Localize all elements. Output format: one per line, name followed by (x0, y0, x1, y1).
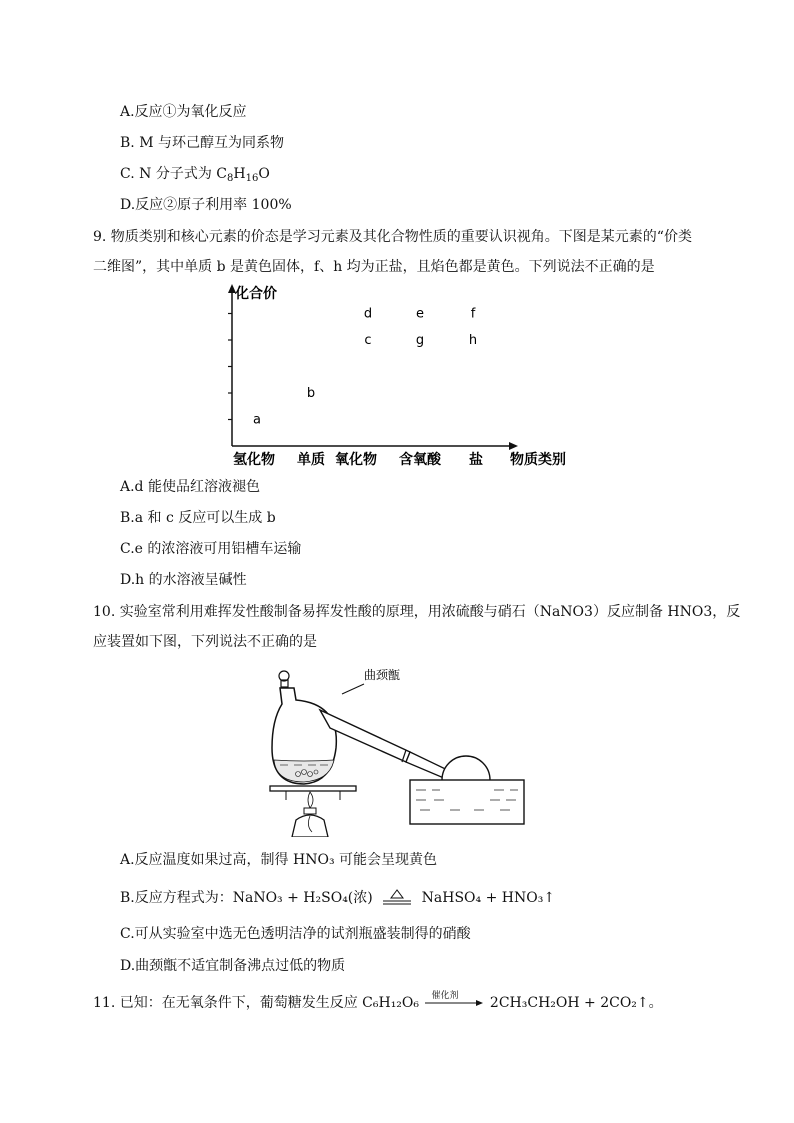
arrow-icon (423, 991, 485, 1009)
q9-option-d: D.h 的水溶液呈碱性 (120, 572, 247, 588)
point-e: e (416, 306, 424, 322)
heat-condition (377, 888, 417, 907)
category-label: 氧化物 (335, 452, 377, 468)
q9-stem-line1: 9. 物质类别和核心元素的价态是学习元素及其化合物性质的重要认识视角。下图是某元素的“价类 (93, 229, 692, 245)
q9-option-a: A.d 能使品红溶液褪色 (120, 479, 260, 495)
q8-option-c: C. N 分子式为 $C_8H_{16}O$ (120, 166, 270, 184)
category-label: 盐 (469, 452, 483, 468)
q9-option-c: C.e 的浓溶液可用铝槽车运输 (120, 541, 302, 557)
point-d: d (363, 306, 373, 322)
retort-label: 曲颈甑 (364, 668, 401, 682)
q9-stem-line2: 二维图”，其中单质 b 是黄色固体，f、h 均为正盐，且焰色都是黄色。下列说法不正确的是 (93, 259, 655, 275)
category-label: 单质 (297, 452, 325, 468)
q10-option-c: C.可从实验室中选无色透明洁净的试剂瓶盛装制得的硝酸 (120, 926, 471, 942)
x-axis-arrow (509, 442, 518, 450)
q10-option-b: B.反应方程式为：NaNO₃ + H₂SO₄(浓) NaHSO₄ + HNO₃↑ (120, 890, 556, 906)
q11-stem: 11. 已知：在无氧条件下，葡萄糖发生反应 C₆H₁₂O₆ 催化剂 2CH₃CH₂OH + 2CO₂↑。 (93, 991, 663, 1011)
y-axis-label: 化合价 (235, 286, 277, 302)
water-trough (410, 780, 524, 824)
point-g: g (415, 333, 425, 348)
heat-triangle-icon (377, 888, 417, 906)
category-label: 氢化物 (233, 452, 275, 468)
retort-apparatus-figure (260, 662, 530, 837)
lamp-cap (304, 808, 316, 814)
point-b: b (306, 386, 316, 401)
q8-option-b: B. M 与环己醇互为同系物 (120, 135, 284, 151)
q8-option-d: D.反应②原子利用率 100% (120, 197, 292, 213)
q10-option-a: A.反应温度如果过高，制得 HNO₃ 可能会呈现黄色 (120, 852, 438, 868)
wire-gauze (270, 786, 356, 791)
category-labels (233, 451, 483, 468)
q10-stem-line2: 应装置如下图，下列说法不正确的是 (93, 634, 317, 650)
q10-option-d: D.曲颈甑不适宜制备沸点过低的物质 (120, 958, 346, 974)
q10-stem-line1: 10. 实验室常利用难挥发性酸制备易挥发性酸的原理，用浓硫酸与硝石（NaNO3）反应制备 HNO3，反 (93, 604, 741, 620)
q8-option-a: A.反应①为氧化反应 (120, 104, 247, 120)
alcohol-lamp (292, 815, 328, 837)
flame (308, 792, 313, 808)
point-c: c (364, 333, 372, 348)
point-h: h (468, 333, 478, 348)
catalyst-arrow: 催化剂 (423, 991, 485, 1009)
point-f: f (470, 306, 476, 322)
q9-option-b: B.a 和 c 反应可以生成 b (120, 510, 276, 526)
points-layer (253, 307, 477, 428)
label-pointer (342, 684, 364, 694)
x-axis-label: 物质类别 (510, 452, 566, 468)
category-label: 含氧酸 (399, 452, 441, 468)
point-a: a (253, 412, 261, 428)
valence-class-chart (220, 280, 600, 470)
